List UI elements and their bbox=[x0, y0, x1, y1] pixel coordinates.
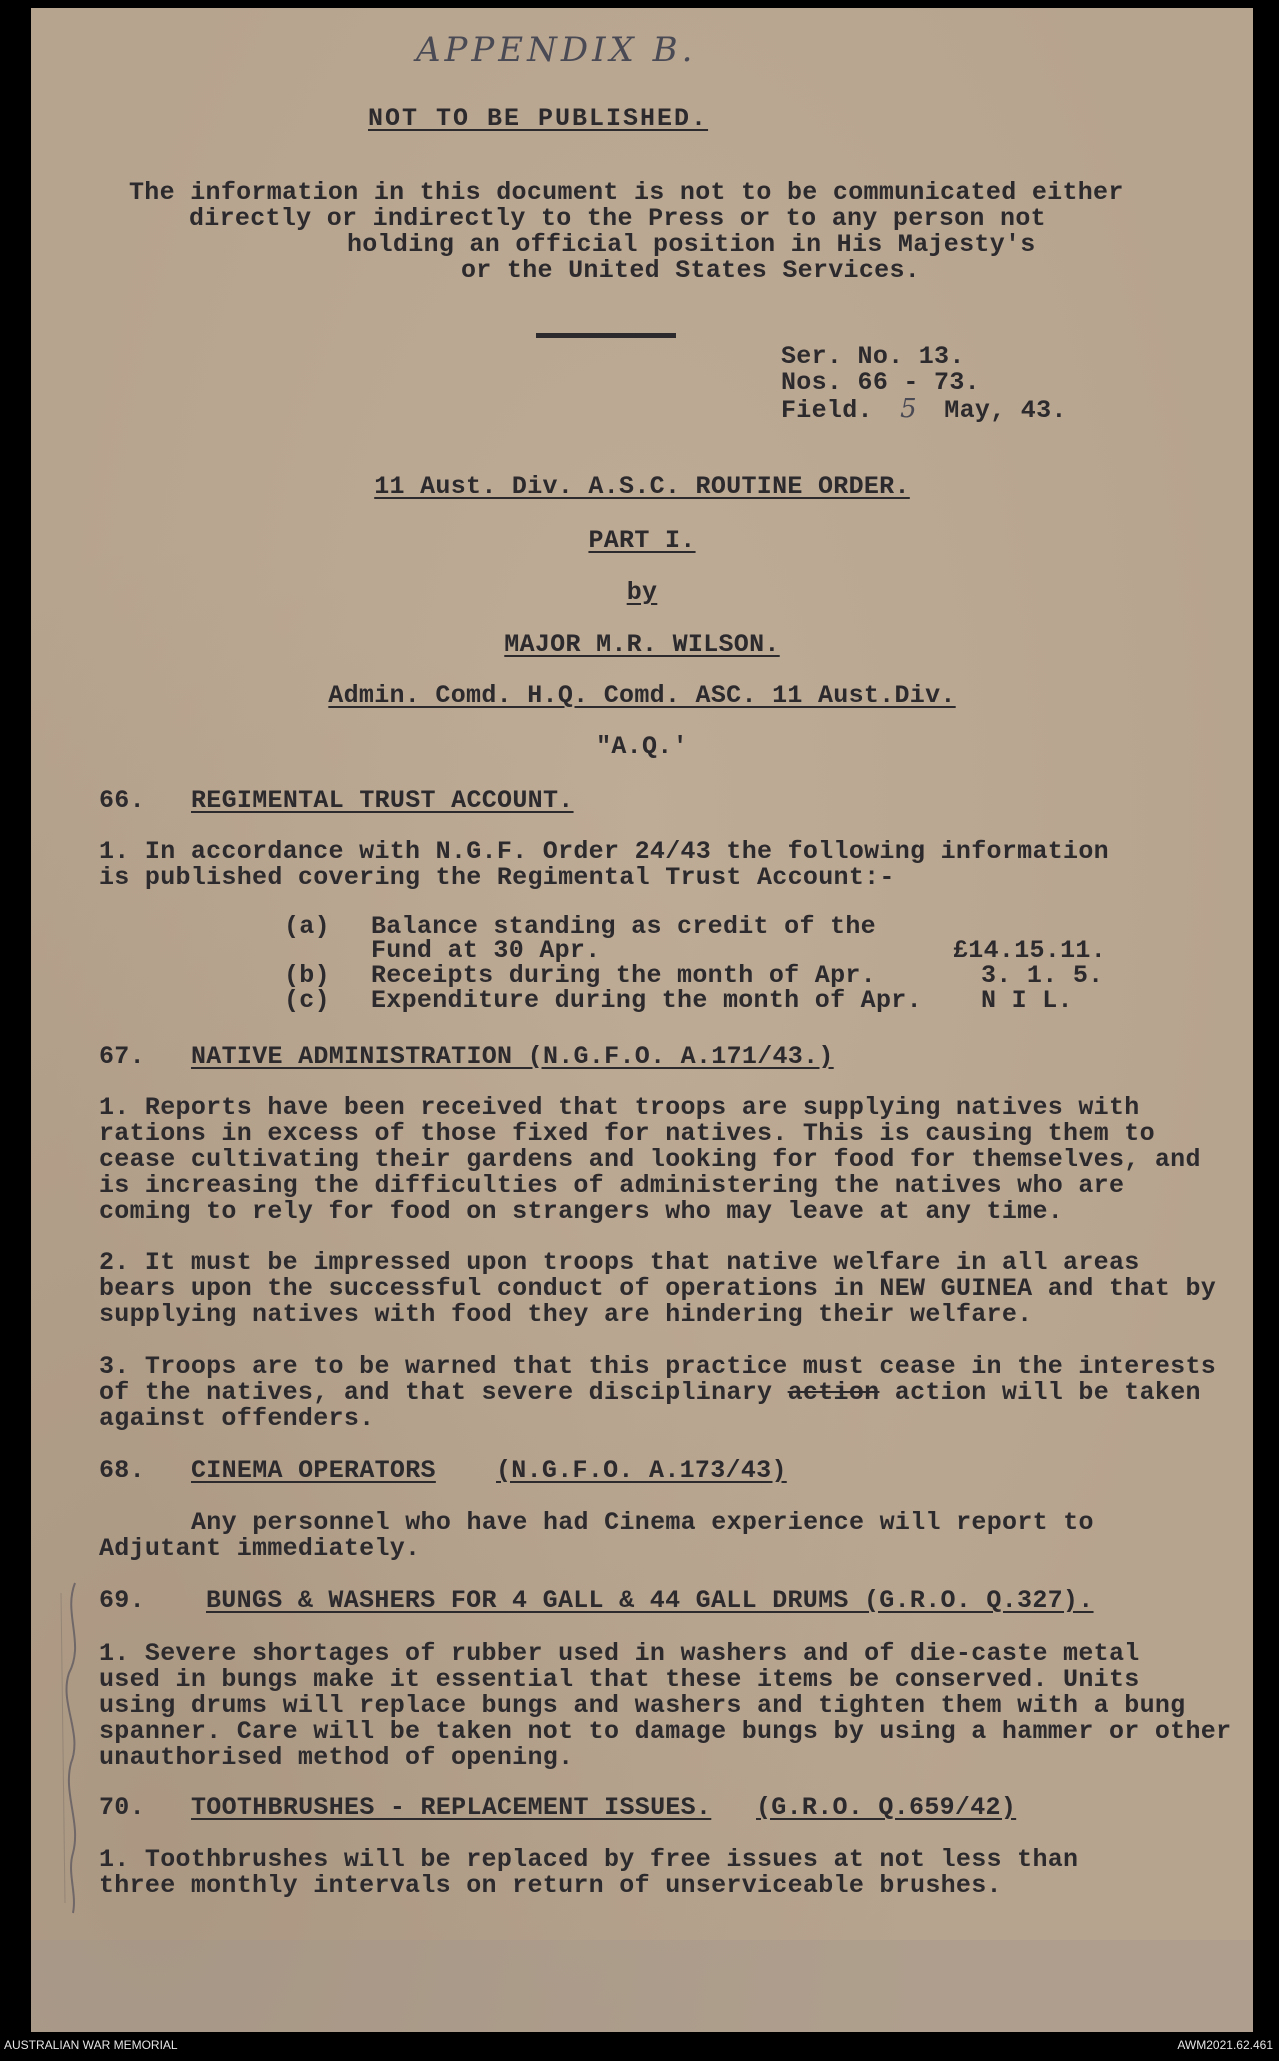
section-69-heading: BUNGS & WASHERS FOR 4 GALL & 44 GALL DRUMS (G.R.O. Q.327). bbox=[206, 1586, 1094, 1615]
paper-bottom-edge bbox=[31, 1940, 1253, 2032]
section-67-para3-line-2-start: of the natives, and that severe disciplinary bbox=[99, 1378, 773, 1407]
section-66-para-line-1: 1. In accordance with N.G.F. Order 24/43 the following information bbox=[99, 837, 1109, 866]
section-67-para2-line-3: supplying natives with food they are hindering their welfare. bbox=[99, 1300, 1033, 1329]
section-67-para2-line-2: bears upon the successful conduct of operations in NEW GUINEA and that by bbox=[99, 1274, 1217, 1303]
field-date bbox=[781, 396, 1067, 424]
section-70-reference: (G.R.O. Q.659/42) bbox=[756, 1793, 1017, 1822]
struck-word: action bbox=[787, 1378, 880, 1407]
date-rest: May, 43. bbox=[944, 396, 1067, 425]
section-67-para3-line-3: against offenders. bbox=[99, 1404, 375, 1433]
section-69-para-line-2: used in bungs make it essential that these items be conserved. Units bbox=[99, 1665, 1140, 1694]
notice-line-1: The information in this document is not to be communicated either bbox=[129, 178, 1124, 207]
section-69-para-line-3: using drums will replace bungs and washers and tighten them with a bung bbox=[99, 1691, 1186, 1720]
footer-accession-number: AWM2021.62.461 bbox=[1177, 2038, 1273, 2052]
section-68-reference: (N.G.F.O. A.173/43) bbox=[496, 1456, 787, 1485]
officer-appointment: Admin. Comd. H.Q. Comd. ASC. 11 Aust.Div. bbox=[328, 681, 956, 710]
section-69-number: 69. bbox=[99, 1586, 145, 1615]
notice-line-3: holding an official position in His Majesty's bbox=[347, 230, 1036, 259]
section-66-number: 66. bbox=[99, 786, 145, 815]
item-b-text: Receipts during the month of Apr. bbox=[371, 961, 876, 990]
restriction-heading: NOT TO BE PUBLISHED. bbox=[368, 104, 709, 133]
section-67-para1-line-5: coming to rely for food on strangers who may leave at any time. bbox=[99, 1197, 1064, 1226]
item-a-label: (a) bbox=[284, 912, 330, 941]
section-68-heading: CINEMA OPERATORS bbox=[191, 1456, 436, 1485]
section-70-para-line-2: three monthly intervals on return of unserviceable brushes. bbox=[99, 1871, 1002, 1900]
item-c-amount: N I L. bbox=[981, 986, 1073, 1015]
section-67-para3-line-2-tail: action will be taken bbox=[894, 1378, 1201, 1407]
section-67-para2-line-1: 2. It must be impressed upon troops that native welfare in all areas bbox=[99, 1248, 1140, 1277]
section-67-para1-line-2: rations in excess of those fixed for natives. This is causing them to bbox=[99, 1119, 1155, 1148]
section-67-para1-line-3: cease cultivating their gardens and looking for food for themselves, and bbox=[99, 1145, 1201, 1174]
item-c-label: (c) bbox=[284, 986, 330, 1015]
section-67-para3-line-2 bbox=[99, 1380, 1201, 1406]
footer-institution: AUSTRALIAN WAR MEMORIAL bbox=[4, 2038, 178, 2052]
item-a-amount: £14.15.11. bbox=[953, 936, 1107, 965]
order-title: 11 Aust. Div. A.S.C. ROUTINE ORDER. bbox=[374, 472, 910, 501]
section-67-number: 67. bbox=[99, 1042, 145, 1071]
section-66-heading: REGIMENTAL TRUST ACCOUNT. bbox=[191, 786, 574, 815]
handwritten-day: 5 bbox=[900, 394, 917, 424]
notice-line-4: or the United States Services. bbox=[461, 256, 921, 285]
section-66-para-line-2: is published covering the Regimental Trust Account:- bbox=[99, 863, 895, 892]
section-69-para-line-4: spanner. Care will be taken not to damage bungs by using a hammer or other bbox=[99, 1717, 1232, 1746]
branch-code: "A.Q.' bbox=[596, 732, 688, 761]
document-page bbox=[31, 8, 1253, 2032]
section-68-para-line-2: Adjutant immediately. bbox=[99, 1534, 421, 1563]
section-68-number: 68. bbox=[99, 1456, 145, 1485]
part-title: PART I. bbox=[588, 526, 696, 555]
section-70-para-line-1: 1. Toothbrushes will be replaced by free issues at not less than bbox=[99, 1845, 1079, 1874]
margin-handwriting-mark bbox=[55, 1573, 93, 1923]
appendix-handwritten-note: APPENDIX B. bbox=[416, 30, 697, 70]
section-69-para-line-1: 1. Severe shortages of rubber used in washers and of die-caste metal bbox=[99, 1639, 1140, 1668]
item-a-text-2: Fund at 30 Apr. bbox=[371, 936, 601, 965]
by-line: by bbox=[626, 578, 658, 607]
section-67-para1-line-1: 1. Reports have been received that troops are supplying natives with bbox=[99, 1093, 1140, 1122]
officer-name: MAJOR M.R. WILSON. bbox=[504, 630, 780, 659]
section-67-para1-line-4: is increasing the difficulties of administering the natives who are bbox=[99, 1171, 1125, 1200]
item-b-label: (b) bbox=[284, 961, 330, 990]
serial-number: Ser. No. 13. bbox=[781, 342, 965, 371]
item-c-text: Expenditure during the month of Apr. bbox=[371, 986, 922, 1015]
section-67-para3-line-1: 3. Troops are to be warned that this practice must cease in the interests bbox=[99, 1352, 1217, 1381]
notice-line-2: directly or indirectly to the Press or to any person not bbox=[189, 204, 1046, 233]
section-69-para-line-5: unauthorised method of opening. bbox=[99, 1743, 574, 1772]
order-numbers: Nos. 66 - 73. bbox=[781, 368, 980, 397]
section-70-heading: TOOTHBRUSHES - REPLACEMENT ISSUES. bbox=[191, 1793, 712, 1822]
divider-rule bbox=[536, 333, 676, 338]
section-68-para-line-1: Any personnel who have had Cinema experience will report to bbox=[191, 1508, 1094, 1537]
field-label: Field. bbox=[781, 396, 873, 425]
section-70-number: 70. bbox=[99, 1793, 145, 1822]
item-b-amount: 3. 1. 5. bbox=[981, 961, 1104, 990]
item-a-text-1: Balance standing as credit of the bbox=[371, 912, 876, 941]
section-67-heading: NATIVE ADMINISTRATION (N.G.F.O. A.171/43.) bbox=[191, 1042, 834, 1071]
